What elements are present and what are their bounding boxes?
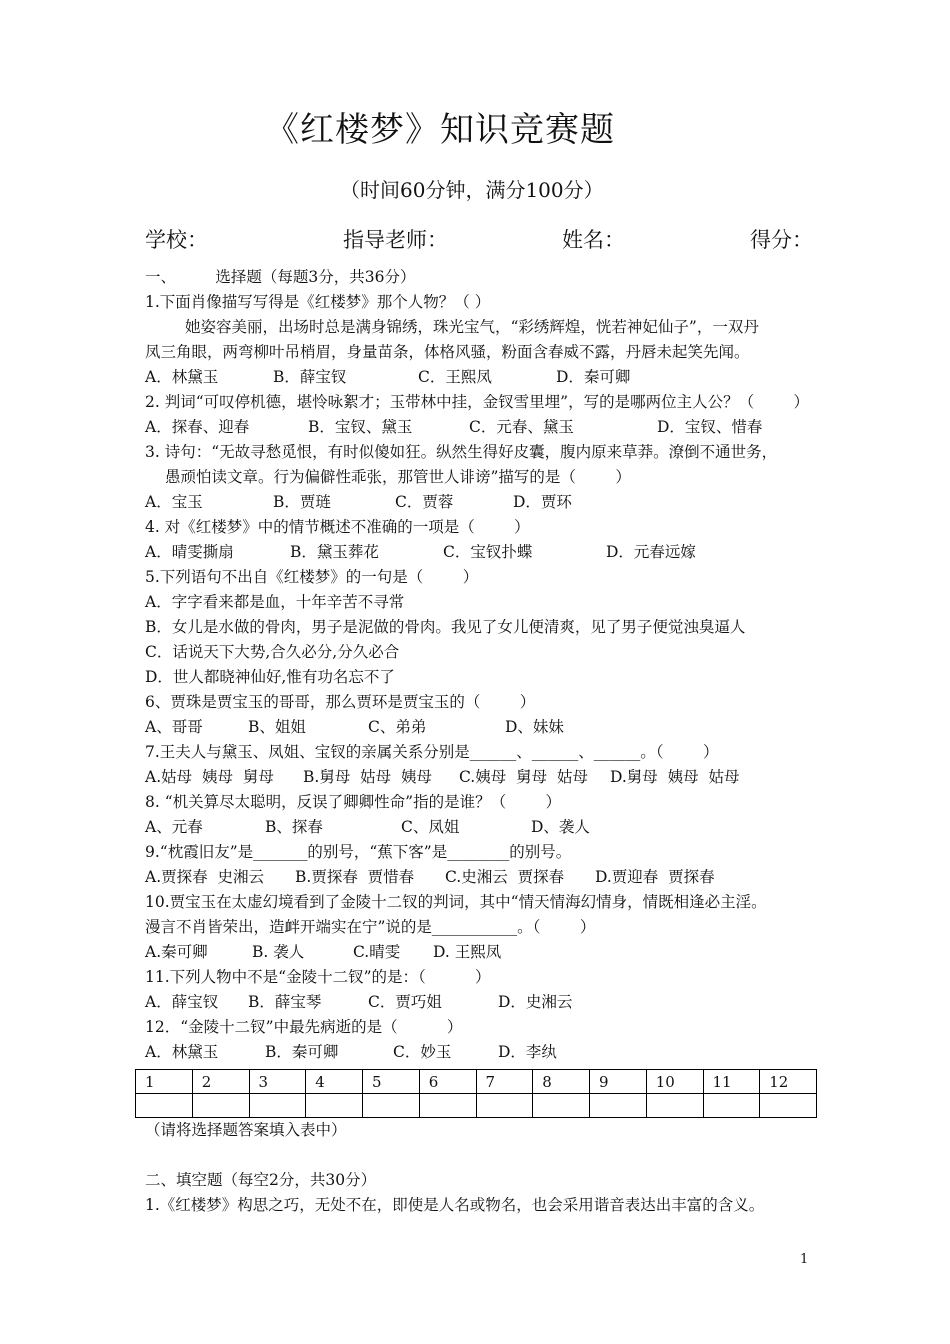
answer-cell xyxy=(363,1094,420,1118)
student-info-row xyxy=(145,224,813,254)
question-4-options xyxy=(145,540,815,565)
table-note: （请将选择题答案填入表中） xyxy=(145,1121,347,1139)
fill-question-1: 1.《红楼梦》构思之巧，无处不在，即使是人名或物名，也会采用谐音表达出丰富的含义。 xyxy=(145,1196,765,1214)
answer-number: 10 xyxy=(646,1070,703,1094)
option-b: B．贾琏 xyxy=(273,493,331,511)
answer-cell xyxy=(646,1094,703,1118)
answer-number: 7 xyxy=(476,1070,533,1094)
answer-cell xyxy=(703,1094,760,1118)
option-d: D.舅母 姨母 姑母 xyxy=(610,768,740,786)
option-d: D、妹妹 xyxy=(505,718,564,736)
option-c: C．贾巧姐 xyxy=(368,993,442,1011)
question-4: 4. 对《红楼梦》中的情节概述不准确的一项是（ ） xyxy=(145,518,530,536)
quiz-content xyxy=(145,265,815,1218)
option-d: D．世人都晓神仙好,惟有功名忘不了 xyxy=(145,668,395,686)
name-label: 姓名： xyxy=(562,228,625,252)
answer-number: 6 xyxy=(419,1070,476,1094)
option-b: B、探春 xyxy=(265,818,323,836)
option-b: B．女儿是水做的骨肉，男子是泥做的骨肉。我见了女儿便清爽，见了男子便觉浊臭逼人 xyxy=(145,618,746,636)
option-c: C.史湘云 贾探春 xyxy=(445,868,565,886)
answer-number: 2 xyxy=(192,1070,249,1094)
option-a: A.秦可卿 xyxy=(145,943,208,961)
option-c: C．话说天下大势,合久必分,分久必合 xyxy=(145,643,400,661)
option-c: C．贾蓉 xyxy=(395,493,454,511)
option-a: A．字字看来都是血，十年辛苦不寻常 xyxy=(145,593,405,611)
question-11: 11.下列人物中不是“金陵十二钗”的是：（ ） xyxy=(145,968,491,986)
option-d: D.贾迎春 贾探春 xyxy=(595,868,715,886)
question-1-options xyxy=(145,365,815,390)
option-c: C．妙玉 xyxy=(393,1043,452,1061)
page-title: 《红楼梦》知识竞赛题 xyxy=(265,110,615,150)
question-11-options xyxy=(145,990,815,1015)
answer-number: 8 xyxy=(533,1070,590,1094)
option-b: B.舅母 姑母 姨母 xyxy=(303,768,433,786)
question-12: 12．“金陵十二钗”中最先病逝的是（ ） xyxy=(145,1018,463,1036)
option-d: D. 王熙凤 xyxy=(433,943,502,961)
answer-table-blank-row xyxy=(136,1094,817,1118)
answer-cell xyxy=(136,1094,193,1118)
option-c: C．宝钗扑蝶 xyxy=(443,543,533,561)
school-label: 学校： xyxy=(145,228,208,252)
option-c: C．王熙凤 xyxy=(418,368,492,386)
option-d: D．宝钗、惜春 xyxy=(657,418,763,436)
question-10-cont: 漫言不肖皆荣出，造衅开端实在宁”说的是___________。（ ） xyxy=(145,918,596,936)
question-3: 3. 诗句：“无故寻愁觅恨，有时似傻如狂。纵然生得好皮囊，腹内原来草莽。潦倒不通世务， xyxy=(145,443,778,461)
option-b: B、姐姐 xyxy=(248,718,306,736)
option-c: C．元春、黛玉 xyxy=(469,418,574,436)
answer-number: 11 xyxy=(703,1070,760,1094)
score-label: 得分： xyxy=(750,228,813,252)
answer-cell xyxy=(533,1094,590,1118)
option-d: D．秦可卿 xyxy=(556,368,631,386)
option-c: C.姨母 舅母 姑母 xyxy=(459,768,588,786)
question-3-options xyxy=(145,490,815,515)
option-b: B．宝钗、黛玉 xyxy=(308,418,413,436)
option-a: A.姑母 姨母 舅母 xyxy=(145,768,274,786)
section2-heading: 二、填空题（每空2分，共30分） xyxy=(145,1171,377,1189)
option-b: B．薛宝钗 xyxy=(273,368,347,386)
answer-cell xyxy=(760,1094,817,1118)
answer-cell xyxy=(192,1094,249,1118)
question-2-options xyxy=(145,415,815,440)
answer-number: 1 xyxy=(136,1070,193,1094)
section1-heading: 一、 选择题（每题3分，共36分） xyxy=(145,268,416,286)
page-number: 1 xyxy=(800,1252,809,1267)
question-1-passage-cont: 凤三角眼，两弯柳叶吊梢眉，身量苗条，体格风骚，粉面含春威不露，丹唇未起笑先闻。 xyxy=(145,343,750,361)
option-d: D、袭人 xyxy=(531,818,590,836)
question-3-cont: 愚顽怕读文章。行为偏僻性乖张，那管世人诽谤”描写的是（ ） xyxy=(165,468,631,486)
option-c: C、凤姐 xyxy=(401,818,460,836)
question-2: 2. 判词“可叹停机德，堪怜咏絮才；玉带林中挂，金钗雪里埋”，写的是哪两位主人公？（ ） xyxy=(145,393,809,411)
option-a: A．林黛玉 xyxy=(145,1043,219,1061)
question-7: 7.王夫人与黛玉、凤姐、宝钗的亲属关系分别是______、______、______。（ ） xyxy=(145,743,719,761)
option-b: B．黛玉葬花 xyxy=(290,543,379,561)
option-a: A．晴雯撕扇 xyxy=(145,543,234,561)
teacher-label: 指导老师： xyxy=(343,228,448,252)
question-9-options xyxy=(145,865,815,890)
option-a: A、哥哥 xyxy=(145,718,203,736)
option-a: A．薛宝钗 xyxy=(145,993,219,1011)
question-1: 1.下面肖像描写写得是《红楼梦》那个人物？（ ） xyxy=(145,293,491,311)
question-1-passage: 她姿容美丽，出场时总是满身锦绣，珠光宝气，“彩绣辉煌，恍若神妃仙子”，一双丹 xyxy=(185,318,759,336)
option-a: A．探春、迎春 xyxy=(145,418,250,436)
option-d: D．贾环 xyxy=(513,493,572,511)
question-9: 9.“枕霞旧友”是_______的别号，“蕉下客”是________的别号。 xyxy=(145,843,572,861)
answer-number: 9 xyxy=(590,1070,647,1094)
question-6: 6、贾珠是贾宝玉的哥哥，那么贾环是贾宝玉的（ ） xyxy=(145,693,536,711)
answer-cell xyxy=(306,1094,363,1118)
option-d: D．史湘云 xyxy=(498,993,573,1011)
option-a: A.贾探春 史湘云 xyxy=(145,868,264,886)
question-7-options xyxy=(145,765,815,790)
question-5: 5.下列语句不出自《红楼梦》的一句是（ ） xyxy=(145,568,479,586)
answer-table-header-row xyxy=(136,1070,817,1094)
option-b: B.贾探春 贾惜春 xyxy=(295,868,415,886)
answer-cell xyxy=(476,1094,533,1118)
answer-cell xyxy=(590,1094,647,1118)
option-c: C、弟弟 xyxy=(368,718,427,736)
question-8-options xyxy=(145,815,815,840)
option-d: D．李纨 xyxy=(498,1043,557,1061)
option-a: A．林黛玉 xyxy=(145,368,219,386)
answer-cell xyxy=(249,1094,306,1118)
answer-cell xyxy=(419,1094,476,1118)
answer-number: 3 xyxy=(249,1070,306,1094)
answer-number: 4 xyxy=(306,1070,363,1094)
answer-number: 5 xyxy=(363,1070,420,1094)
option-b: B．秦可卿 xyxy=(265,1043,339,1061)
spacer xyxy=(145,1143,815,1168)
option-a: A、元春 xyxy=(145,818,203,836)
option-b: B. 袭人 xyxy=(252,943,305,961)
question-10: 10.贾宝玉在太虚幻境看到了金陵十二钗的判词，其中“情天情海幻情身，情既相逢必主淫。 xyxy=(145,893,767,911)
option-b: B．薛宝琴 xyxy=(248,993,322,1011)
question-8: 8. “机关算尽太聪明，反误了卿卿性命”指的是谁？（ ） xyxy=(145,793,561,811)
answer-table xyxy=(135,1069,817,1118)
option-a: A．宝玉 xyxy=(145,493,203,511)
page-subtitle: （时间60分钟，满分100分） xyxy=(340,178,604,202)
question-6-options xyxy=(145,715,815,740)
question-12-options xyxy=(145,1040,815,1065)
question-10-options xyxy=(145,940,815,965)
option-c: C.晴雯 xyxy=(353,943,401,961)
answer-number: 12 xyxy=(760,1070,817,1094)
option-d: D．元春远嫁 xyxy=(606,543,696,561)
